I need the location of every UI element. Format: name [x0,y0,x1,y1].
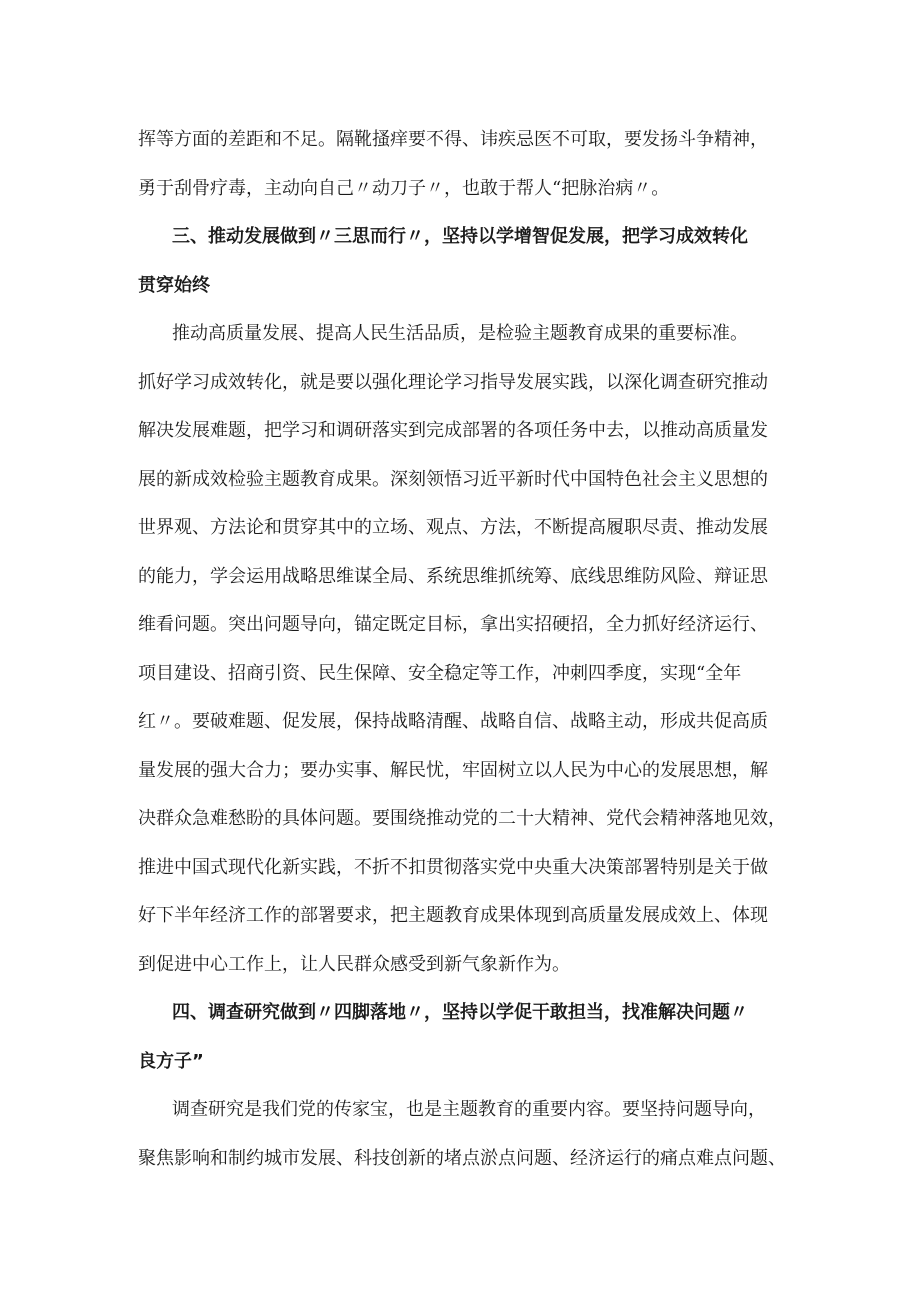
paragraph-line: 决群众急难愁盼的具体问题。要围绕推动党的二十大精神、党代会精神落地见效， [138,808,786,829]
paragraph-line: 维看问题。突出问题导向，锚定既定目标，拿出实招硬招，全力抓好经济运行、 [138,614,768,635]
paragraph-line: 解决发展难题，把学习和调研落实到完成部署的各项任务中去，以推动高质量发 [138,420,768,441]
section-heading: 三、推动发展做到〃三思而行〃，坚持以学增智促发展，把学习成效转化 [172,226,748,247]
paragraph-line: 的能力，学会运用战略思维谋全局、系统思维抓统筹、底线思维防风险、辩证思 [138,565,768,587]
paragraph-line: 抓好学习成效转化，就是要以强化理论学习指导发展实践，以深化调查研究推动 [138,371,768,393]
paragraph-line: 推动高质量发展、提高人民生活品质，是检验主题教育成果的重要标准。 [172,323,748,344]
paragraph-line: 挥等方面的差距和不足。隔靴搔痒要不得、讳疾忌医不可取，要发扬斗争精神， [138,129,768,150]
section-heading: 四、调查研究做到〃四脚落地〃，坚持以学促干敢担当，找准解决问题〃 [172,1002,748,1023]
paragraph-line: 展的新成效检验主题教育成果。深刻领悟习近平新时代中国特色社会主义思想的 [138,468,768,490]
paragraph-line: 好下半年经济工作的部署要求，把主题教育成果体现到高质量发展成效上、体现 [138,905,768,926]
paragraph-line: 红〃。要破难题、促发展，保持战略清醒、战略自信、战略主动，形成共促高质 [138,711,768,732]
paragraph-line: 世界观、方法论和贯穿其中的立场、观点、方法，不断提高履职尽责、推动发展 [138,517,768,538]
section-heading: 贯穿始终 [138,274,210,296]
section-heading: 良方子” [138,1050,204,1072]
paragraph-line: 勇于刮骨疗毒，主动向自己〃动刀子〃，也敢于帮人“把脉治病〃。 [138,177,670,199]
paragraph-line: 项目建设、招商引资、民生保障、安全稳定等工作，冲刺四季度，实现“全年 [138,662,742,684]
document-page [138,116,786,1183]
paragraph-line: 量发展的强大合力；要办实事、解民忧，牢固树立以人民为中心的发展思想，解 [138,759,768,781]
paragraph-line: 到促进中心工作上，让人民群众感受到新气象新作为。 [138,953,570,975]
paragraph-line: 推进中国式现代化新实践，不折不扣贯彻落实党中央重大决策部署特别是关于做 [138,856,768,878]
paragraph-line: 聚焦影响和制约城市发展、科技创新的堵点淤点问题、经济运行的痛点难点问题、 [138,1147,786,1169]
paragraph-line: 调查研究是我们党的传家宝，也是主题教育的重要内容。要坚持问题导向， [172,1099,766,1120]
